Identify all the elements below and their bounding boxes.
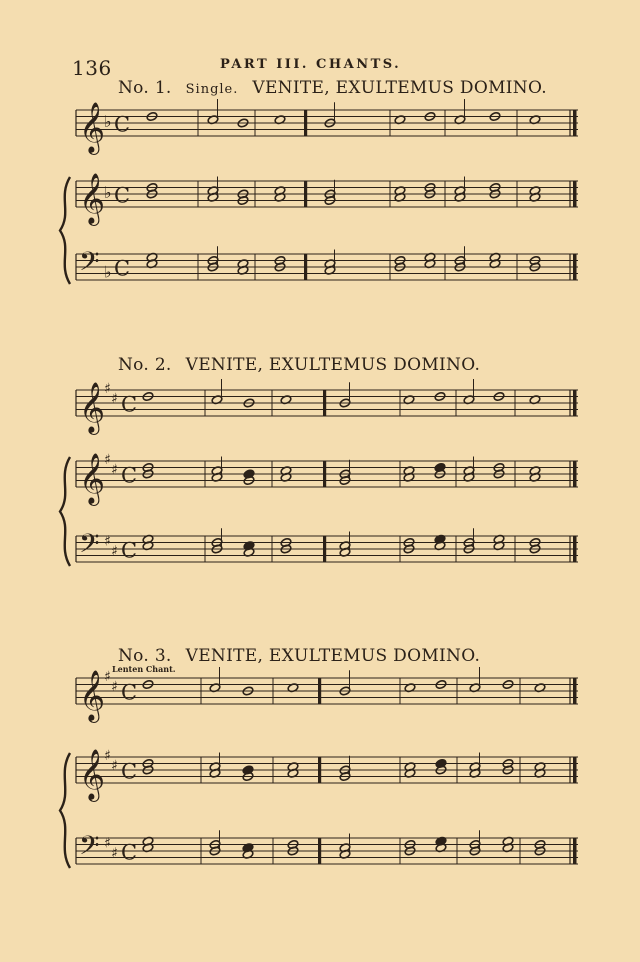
chant-3-number: No. 3.: [118, 646, 172, 666]
chant-1-staff-2-clef: 𝄞: [79, 173, 106, 224]
chant-2-staff-2-clef: 𝄞: [79, 453, 106, 504]
chant-3-staff-1-signature-time: C: [121, 680, 138, 705]
chant-1-brace: [60, 177, 70, 284]
chant-3-staff-2-signature-time: C: [121, 759, 138, 784]
chant-2-staff-2-signature-time: C: [121, 463, 138, 488]
chant-2-staff-1-signature-time: C: [121, 392, 138, 417]
chant-3-staff-2-clef: 𝄞: [79, 749, 106, 800]
chant-1-staff-3-mid-double-bar: [304, 254, 307, 280]
chant-1-staff-1-signature-time: C: [114, 112, 131, 137]
chant-2-staff-3-signature-sharp: ♯: [111, 543, 118, 560]
chant-1-kind: Single.: [185, 82, 239, 97]
chant-1-staff-1-signature-flat: ♭: [104, 112, 112, 131]
chant-3-staff-3-signature-sharp: ♯: [104, 835, 111, 852]
chant-1-staff-2-signature-time: C: [114, 183, 131, 208]
chant-3-staff-1-clef: 𝄞: [79, 670, 106, 721]
chant-2-staff-3-signature-sharp: ♯: [104, 533, 111, 550]
chant-3-staff-1-signature-sharp: ♯: [111, 678, 118, 695]
chant-2-staff-1-clef: 𝄞: [79, 382, 106, 433]
chant-1-number: No. 1.: [118, 78, 172, 98]
chant-1-staff-2-mid-double-bar: [304, 181, 307, 207]
page-number: 136: [72, 56, 112, 80]
chant-1-staff-1-clef: 𝄞: [79, 102, 106, 153]
chant-3-staff-1-mid-double-bar: [318, 678, 321, 704]
chant-2-staff-2-end-thick: [573, 461, 577, 487]
chant-3-staff-3-mid-double-bar: [318, 838, 321, 864]
chant-3-brace: [60, 753, 70, 868]
chant-2-staff-3-mid-double-bar: [323, 536, 326, 562]
chant-3-staff-2-signature-sharp: ♯: [104, 748, 111, 764]
chant-1-staff-3-end-thick: [573, 254, 577, 280]
chant-3-staff-3-signature-sharp: ♯: [111, 845, 118, 862]
chant-2-title: VENITE, EXULTEMUS DOMINO.: [185, 355, 481, 375]
chant-3-staff-2-mid-double-bar: [318, 757, 321, 783]
chant-2-number: No. 2.: [118, 355, 172, 375]
chant-1-staff-1-mid-double-bar: [304, 110, 307, 136]
chant-2-staff-2-mid-double-bar: [323, 461, 326, 487]
chant-3-staff-3-signature-time: C: [121, 840, 138, 865]
chant-3-staff-3-clef: 𝄢: [79, 829, 100, 868]
chant-2-staff-3-signature-time: C: [121, 538, 138, 563]
chant-3-annotation: Lenten Chant.: [112, 664, 176, 674]
chant-3-title: VENITE, EXULTEMUS DOMINO.: [185, 646, 481, 666]
chant-1-staff-3-signature-time: C: [114, 256, 131, 281]
chant-3-staff-3-end-thick: [573, 838, 577, 864]
chant-3-staff-2-signature-sharp: ♯: [111, 757, 118, 774]
running-head: PART III. CHANTS.: [220, 57, 402, 72]
chant-1-staff-3-clef: 𝄢: [79, 245, 100, 284]
chant-1-staff-3-signature-flat: ♭: [104, 262, 112, 282]
chant-1-staff-1-end-thick: [573, 110, 577, 136]
chant-3-staff-1-end-thick: [573, 678, 577, 704]
chant-2-staff-3-clef: 𝄢: [79, 527, 100, 566]
chant-2-staff-1-end-thick: [573, 390, 577, 416]
chant-2-staff-1-signature-sharp: ♯: [111, 390, 118, 407]
chant-2-brace: [60, 457, 70, 566]
chant-1-staff-2-signature-flat: ♭: [104, 183, 112, 202]
chant-2-staff-2-signature-sharp: ♯: [111, 461, 118, 478]
chant-3-staff-2-end-thick: [573, 757, 577, 783]
chant-2-staff-3-end-thick: [573, 536, 577, 562]
chant-3-staff-1-signature-sharp: ♯: [104, 669, 111, 685]
chant-1-staff-2-end-thick: [573, 181, 577, 207]
chant-2-staff-1-signature-sharp: ♯: [104, 381, 111, 397]
chant-2-staff-1-mid-double-bar: [323, 390, 326, 416]
chant-2-staff-2-signature-sharp: ♯: [104, 452, 111, 468]
chant-1-title: VENITE, EXULTEMUS DOMINO.: [252, 78, 547, 98]
